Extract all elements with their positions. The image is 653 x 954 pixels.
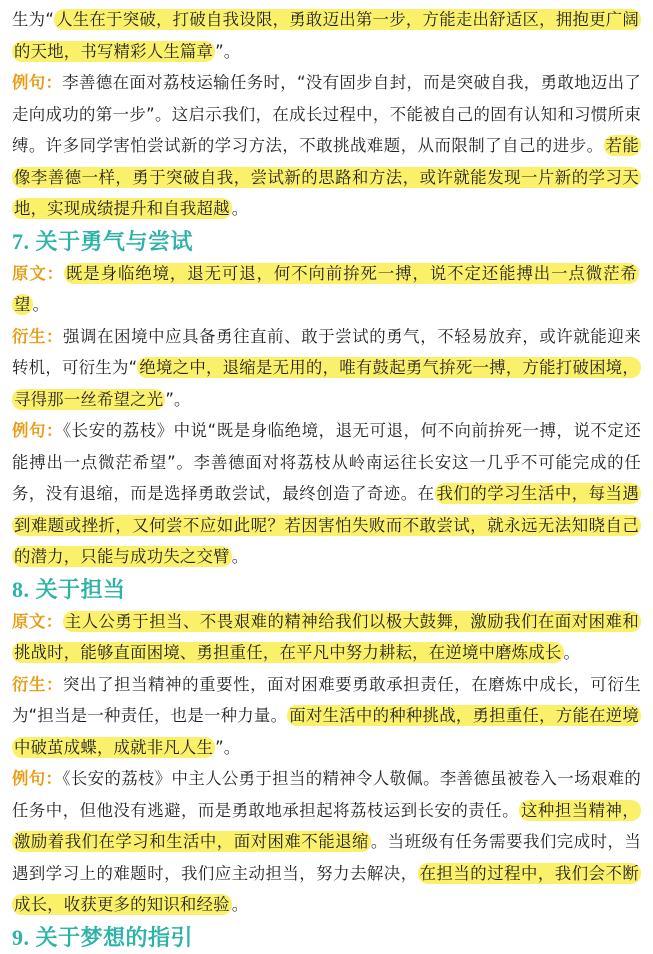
paragraph (12, 321, 641, 416)
body-text: 。当班级有任务需要我们完成时，当遇到学习上的难题时，我们应主动担当，努力去解决， (12, 832, 641, 883)
highlighted-text: 绝境之中，退缩是无用的，唯有鼓起勇气拚死一搏，方能打破困境，寻得那一丝希望之光 (14, 358, 640, 409)
paragraph-label: 原文： (12, 263, 64, 283)
body-text: 突出了担当精神的重要性，面对困难要勇敢承担责任，在磨炼中成长，可衍生为“担当是一种责任，也是一种力量。 (12, 674, 641, 725)
body-text: 强调在困境中应具备勇往直前、敢于尝试的勇气，不轻易放弃，或许就能迎来转机，可衍生为“ (12, 326, 641, 377)
highlighted-text: 既是身临绝境，退无可退，何不向前拚死一搏，说不定还能搏出一点微茫希望 (14, 263, 637, 314)
paragraph (12, 669, 641, 764)
body-text: 。 (231, 547, 249, 566)
body-text: 。 (231, 199, 249, 218)
body-text: ”。 (215, 41, 241, 61)
highlighted-text: 这种担当精神，激励着我们在学习和生活中，面对困难不能退缩 (14, 800, 640, 851)
highlighted-text: 在担当的过程中，我们会不断成长，收获更多的知识和经验 (14, 863, 639, 914)
highlighted-text: 面对生活中的种种挑战，勇担重任，方能在逆境中破茧成蝶，成就非凡人生 (14, 706, 640, 757)
body-text: 《长安的荔枝》中说“既是身临绝境，退无可退，何不向前拚死一搏，说不定还能搏出一点微茫希望”。李善德面对将荔枝从岭南运往长安这一几乎不可能完成的任务，没有退缩，而是选择勇敢尝试，最终创造了奇迹。在 (12, 421, 641, 503)
paragraph-label: 原文： (12, 611, 63, 631)
body-text: 。 (563, 643, 581, 662)
highlighted-text: 人生在于突破，打破自我设限，勇敢迈出第一步，方能走出舒适区，拥抱更广阔的天地，书写精彩人生篇章 (14, 10, 640, 61)
section-heading: 8. 关于担当 (12, 576, 126, 602)
body-text: 。 (231, 895, 249, 914)
paragraph-label: 例句： (12, 769, 63, 788)
paragraph (12, 606, 641, 669)
paragraph-label: 衍生： (12, 326, 64, 346)
body-text: ”。 (165, 389, 191, 409)
section-heading: 7. 关于勇气与尝试 (12, 228, 194, 254)
paragraph (12, 258, 641, 321)
paragraph (12, 67, 641, 225)
paragraph-label: 例句： (12, 73, 63, 92)
body-text: 李善德在面对荔枝运输任务时，“没有固步自封，而是突破自我，勇敢地迈出了走向成功的第一步”。这启示我们，在成长过程中，不能被自己的固有认知和习惯所束缚。许多同学害怕尝试新的学习方法，不敢挑战难题，从而限制了自己的进步。 (12, 73, 641, 155)
body-text: 《长安的荔枝》中主人公勇于担当的精神令人敬佩。李善德虽被卷入一场艰难的任务中，但他没有逃避，而是勇敢地承担起将荔枝运到长安的责任。 (12, 769, 641, 820)
paragraph-label: 例句： (12, 421, 63, 440)
highlighted-text: 我们的学习生活中，每当遇到难题或挫折，又何尝不应如此呢？若因害怕失败而不敢尝试，就永远无法知晓自己的潜力，只能与成功失之交臂 (14, 484, 640, 566)
section-heading: 9. 关于梦想的指引 (12, 924, 194, 950)
body-text: 。 (32, 295, 50, 314)
paragraph-label: 衍生： (12, 674, 64, 694)
highlighted-text: 主人公勇于担当、不畏艰难的精神给我们以极大鼓舞，激励我们在面对困难和挑战时，能够直面困境、勇担重任，在平凡中努力耕耘，在逆境中磨炼成长 (14, 611, 639, 662)
paragraph (12, 4, 641, 67)
body-text: 生为“ (12, 10, 55, 29)
paragraph (12, 415, 641, 573)
body-text: ”。 (215, 737, 241, 757)
highlighted-text: 若能像李善德一样，勇于突破自我，尝试新的思路和方法，或许就能发现一片新的学习天地，实现成绩提升和自我超越 (14, 136, 640, 218)
paragraph (12, 763, 641, 921)
